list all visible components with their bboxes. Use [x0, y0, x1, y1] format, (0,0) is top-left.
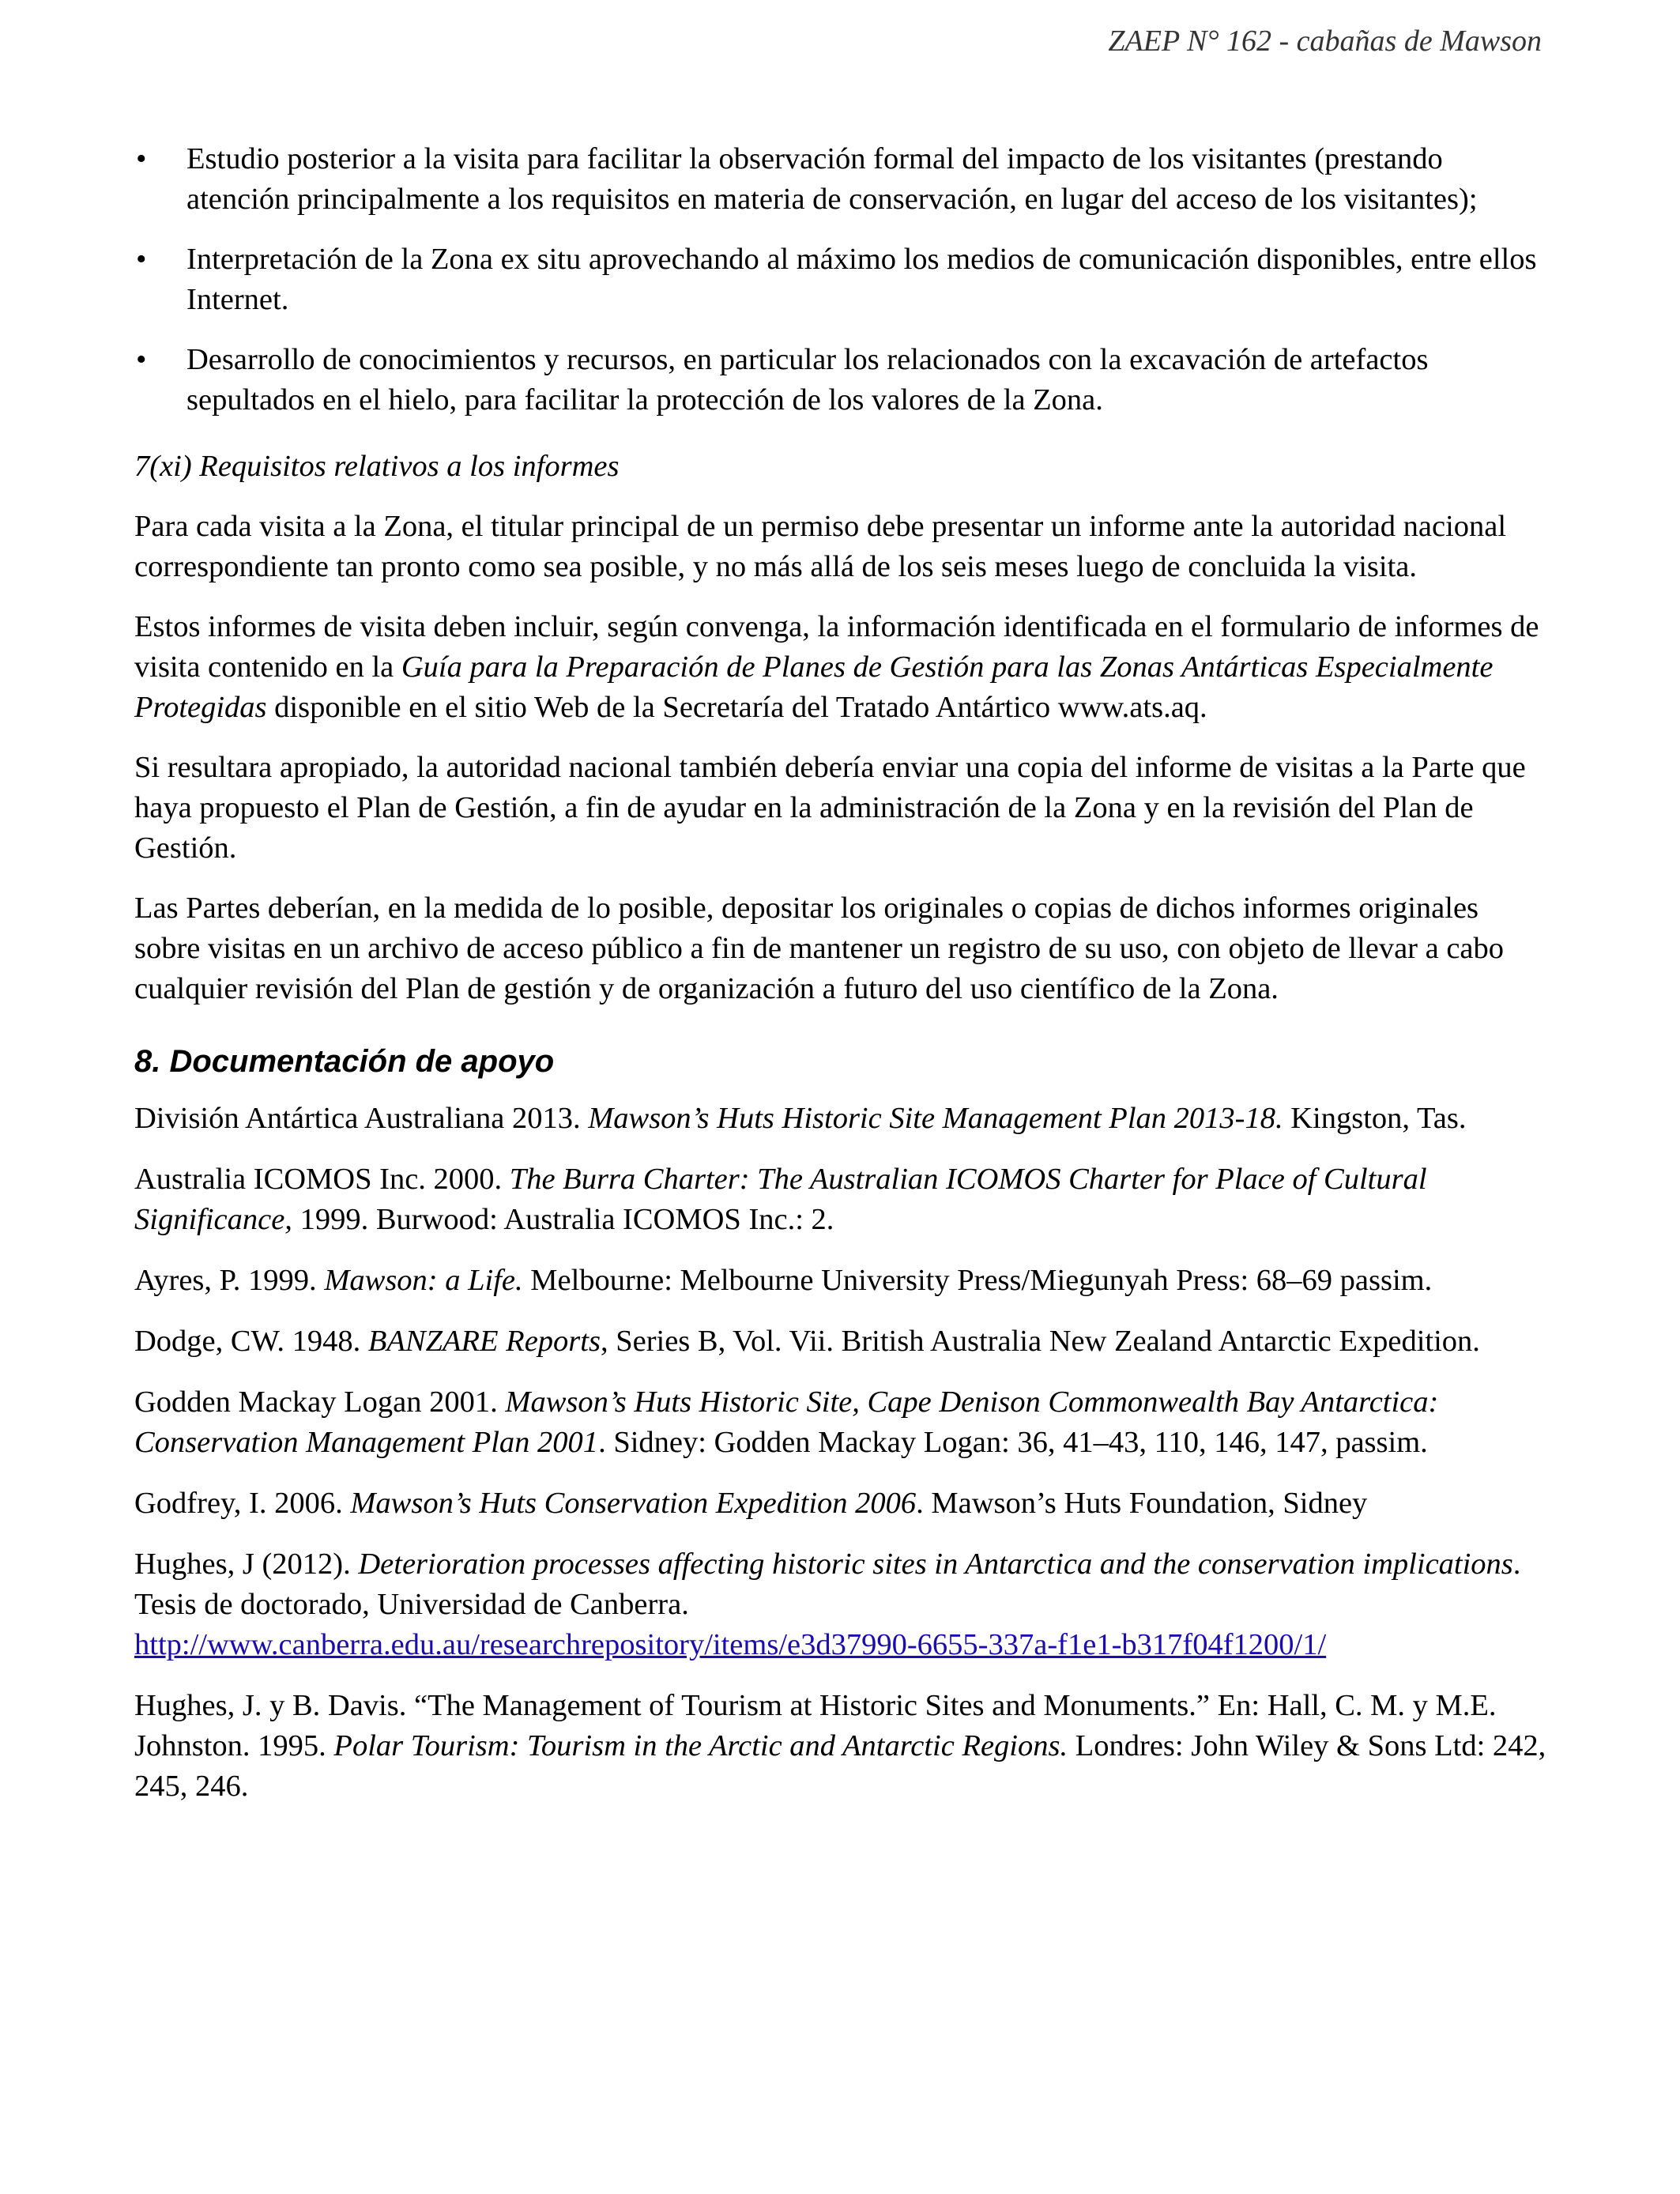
reference-title: BANZARE Reports: [367, 1325, 601, 1358]
list-item: [134, 239, 1549, 320]
reference-item: [134, 1159, 1549, 1240]
list-item: [134, 139, 1549, 220]
reference-title: Mawson’s Huts Conservation Expedition 2006: [350, 1487, 917, 1520]
reference-item: [134, 1483, 1549, 1524]
reference-item: [134, 1544, 1549, 1665]
reference-item: [134, 1686, 1549, 1807]
reference-author: Hughes, J. y B. Davis. “The Management of Tourism at Historic Sites and Monuments.” En: Hall, C. M. y M.E. Johnston. 1995.: [134, 1689, 1497, 1762]
reference-details: . Sidney: Godden Mackay Logan: 36, 41–43, 110, 146, 147, passim.: [598, 1426, 1428, 1459]
bullet-text: Interpretación de la Zona ex situ aprovechando al máximo los medios de comunicación disponibles, entre ellos Internet.: [186, 243, 1537, 316]
paragraph: Las Partes deberían, en la medida de lo posible, depositar los originales o copias de dichos informes originales sobre visitas en un archivo de acceso público a fin de mantener un registro de su uso, con objeto de llevar a cabo cualquier revisión del Plan de gestión y de organización a futuro del uso científico de la Zona.: [134, 892, 1504, 1005]
reference-details: , Series B, Vol. Vii. British Australia New Zealand Antarctic Expedition.: [600, 1325, 1480, 1358]
reference-title: Mawson’s Huts Historic Site Management Plan 2013-18.: [588, 1102, 1283, 1135]
reference-details: . Mawson’s Huts Foundation, Sidney: [916, 1487, 1368, 1520]
reference-author: Ayres, P. 1999.: [134, 1264, 325, 1297]
page-content: [134, 139, 1549, 1827]
reference-details: Melbourne: Melbourne University Press/Miegunyah Press: 68–69 passim.: [522, 1264, 1433, 1297]
paragraph-text: Estos informes de visita deben incluir, según convenga, la información identificada en el formulario de informes de visita contenido en la: [134, 610, 1539, 684]
reference-item: [134, 1261, 1549, 1301]
reference-author: Godfrey, I. 2006.: [134, 1487, 351, 1520]
repository-link[interactable]: http://www.canberra.edu.au/researchrepository/items/e3d37990-6655-337a-f1e1-b317f04f1200/1/: [134, 1628, 1327, 1661]
bullet-icon: •: [136, 343, 147, 376]
reference-details: Kingston, Tas.: [1283, 1102, 1467, 1135]
paragraph: [134, 607, 1549, 728]
reference-item: [134, 1382, 1549, 1463]
subsection-heading: 7(xi) Requisitos relativos a los informes: [134, 450, 620, 483]
reference-author: Australia ICOMOS Inc. 2000.: [134, 1163, 510, 1196]
running-header: ZAEP N° 162 - cabañas de Mawson: [1108, 25, 1542, 58]
reference-title: The Burra Charter: The Australian ICOMOS Charter for Place of Cultural Significance,: [134, 1163, 1427, 1236]
reference-author: Hughes, J (2012).: [134, 1547, 359, 1581]
reference-item: [134, 1099, 1549, 1139]
reference-details: Londres: John Wiley & Sons Ltd: 242, 245, 246.: [134, 1729, 1546, 1803]
section-heading: 8. Documentación de apoyo: [134, 1044, 555, 1079]
reference-title: Mawson’s Huts Historic Site, Cape Denison Commonwealth Bay Antarctica: Conservation Management Plan 2001: [134, 1385, 1439, 1459]
paragraph-text: disponible en el sitio Web de la Secretaría del Tratado Antártico www.ats.aq.: [266, 691, 1207, 724]
reference-title: Mawson: a Life.: [324, 1264, 523, 1297]
reference-details: 1999. Burwood: Australia ICOMOS Inc.: 2.: [292, 1203, 834, 1236]
reference-author: Dodge, CW. 1948.: [134, 1325, 368, 1358]
bullet-list: [134, 139, 1549, 420]
paragraph: Para cada visita a la Zona, el titular principal de un permiso debe presentar un informe ante la autoridad nacional correspondiente tan pronto como sea posible, y no más allá de los seis meses luego de concluida la visita.: [134, 510, 1507, 583]
reference-title: Deterioration processes affecting historic sites in Antarctica and the conservation implications: [358, 1547, 1513, 1581]
bullet-icon: •: [136, 142, 147, 175]
paragraph: Si resultara apropiado, la autoridad nacional también debería enviar una copia del informe de visitas a la Parte que haya propuesto el Plan de Gestión, a fin de ayudar en la administración de la Zona y en la revisión del Plan de Gestión.: [134, 751, 1526, 865]
list-item: [134, 340, 1549, 420]
reference-item: [134, 1321, 1549, 1362]
reference-author: División Antártica Australiana 2013.: [134, 1102, 589, 1135]
bullet-text: Estudio posterior a la visita para facilitar la observación formal del impacto de los visitantes (prestando atención principalmente a los requisitos en materia de conservación, en lugar del acceso de los visitantes);: [186, 142, 1478, 216]
guide-title: Guía para la Preparación de Planes de Gestión para las Zonas Antárticas Especialmente Protegidas: [134, 650, 1494, 724]
reference-title: Polar Tourism: Tourism in the Arctic and Antarctic Regions.: [333, 1729, 1068, 1762]
bullet-text: Desarrollo de conocimientos y recursos, en particular los relacionados con la excavación de artefactos sepultados en el hielo, para facilitar la protección de los valores de la Zona.: [186, 343, 1429, 417]
bullet-icon: •: [136, 243, 147, 276]
reference-details: . Tesis de doctorado, Universidad de Canberra.: [134, 1547, 1521, 1621]
reference-author: Godden Mackay Logan 2001.: [134, 1385, 506, 1419]
